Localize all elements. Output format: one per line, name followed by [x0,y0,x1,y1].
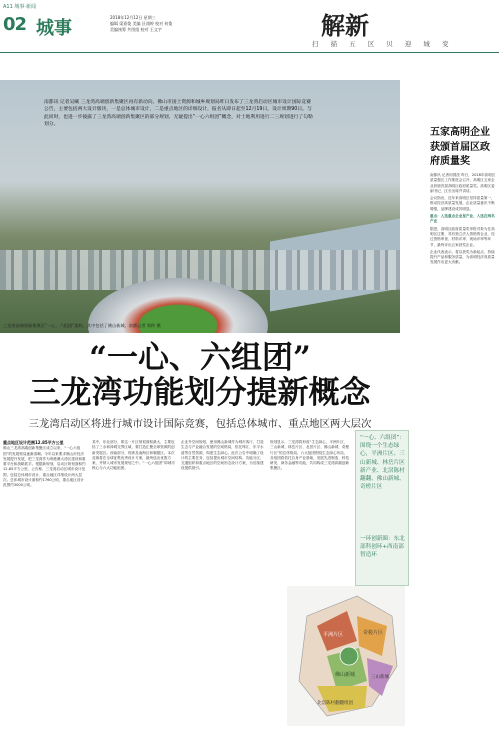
headline-line2: 三龙湾功能划分提新概念 [29,375,371,411]
sidebar-paragraph: 会议指出，近年来高明区坚持质量第一，推动经济高质量发展，企业质量意识不断增强，品牌建设成效明显。 [430,196,495,211]
column-text: 其中，东北部分，即这一片区规划面积最大，主要包括了三水和禅城交界区域，要打造汇聚全球资源的创新发展区。西南部分，则涉及南海区和顺德区。本次竞赛将在全球征集优秀设计方案，最终选出优胜方案，并纳入城市发展规划之中。“一心六组团”即城市核心与六大功能组团。 [92,440,175,471]
eco-green-heart [340,647,358,665]
map-label-east: 三山新城 [371,675,389,680]
subheadline: 三龙湾启动区将进行城市设计国际竞赛，包括总体城市、重点地区两大层次 [28,418,372,430]
map-label-north: 奇槎片区 [363,630,384,636]
map-label-south: 北滘陈村翻翻组团 [317,701,353,706]
article-column-4 [270,440,350,472]
map-label-center: 佛山新城 [335,672,356,678]
meta-date: 2018年12月12日 星期三 [110,15,156,20]
brand-logo: 解新 [321,11,369,40]
sidebar-paragraph: 企业代表表示，将以获奖为新起点，持续提升产品和服务质量，为高明经济高质量发展作出更大贡献。 [430,249,495,265]
photo-credit: 三龙湾高端创新集聚区“一心、六组团”架构，其中包括了佛山新城。南都记者 郑仲 摄 [3,323,161,328]
header-rule [0,52,499,53]
sidebar-article [430,173,496,268]
column-text: 佛山三龙湾高端创新集聚区成立以来，“一心六组团”的发展格局逐渐清晰。今年以来要求佛山市经济发展提升发展，把三龙湾作为粤港澳大湾区建设和重要平台和战略抓手。根据新规划，启动区规划面积约12.85平方公里，公告称，三龙湾启动区城市设计范围，包括总体城市设计、重点地区详细设计两大层次。总体城市设计面积约1760公顷，重点地区设计范围约3000公顷。 [3,446,86,488]
meta-design: 美编统筹 共图组 校对 王文宇 [110,27,162,32]
sidebar-subheading: 重点：入选重点企业星产业、人选在两名产业 [430,214,495,224]
headline [0,341,400,411]
zoning-map [287,586,405,726]
article-column-2 [92,440,176,472]
headline-line1: “一心、六组团” [89,340,311,376]
article-column-1 [3,440,87,489]
header-meta [110,15,230,33]
callout-innovation-ring: 一环创新圈：东北部科创环+西南部智造环 [360,536,405,559]
column-heading: 重点地区设计范围12.85平方公里 [3,440,64,445]
page-number: 02 [3,14,27,35]
callout-box [355,430,409,586]
meta-editors: 编辑 梁嘉俊 美编 区翊婷 校对 何俊 [110,21,173,26]
callout-six-groups: “一心、六组团”：围绕一个生态绿心，平洲片区、三山新城、林岳片区新产业、北滘陈村翻翻、佛山新城、奇槎片区 [360,435,405,491]
sidebar-paragraph: 南都讯 记者何国滢 昨日，2018年高明区质量强区工作推进会召开，高明区五家企业获颁首届高明区政府质量奖。高明区委副书记、区长出席并讲话。 [430,173,496,193]
sidebar-paragraph: 据悉，高明区政府质量奖申报对象为在高明区注册、具有独立法人资格的企业，经过资格审查、材料评审、现场评审等环节，最终评出五家获奖企业。 [430,226,495,247]
header-slogan: 扫 描 五 区 贝 迎 城 变 [312,40,454,48]
column-text: 企业外空间规划，使用佛山新城作为城市客厅，打造生态与产业融合发展的空间格局，依托珠江、东平水道等自然资源，构建生态绿心。此次公告中明确了设计的主要任务，包括提出城市空间结构、功能分区、交通组织和重点地区的空间形态设计方案，为后续建设提供指引。 [181,440,264,471]
article-column-3 [181,440,265,472]
section-title: 城事 [36,18,72,39]
photo-caption: 南都讯 记者吴曦 三龙湾高端创新集聚区再有新动向。佛山市国土资源和城乡规划局昨日发布了三龙湾启动区城市设计国际竞赛公告，主要包括两大设计版块，一是总体城市设计，二是重点地区的详细设计，报名从即日起至12月19日，设计周期90日。与此同时，也进一步披露了三龙湾高端创新集聚区的部分规划，无疑提出“一心六组团”概念，对土地利用进行二三规划进行了勾勒划分。 [44,100,313,128]
sidebar-title: 五家高明企业获颁首届区政府质量奖 [430,127,490,167]
map-label-west: 平洲片区 [323,632,344,638]
aerial-photo [0,80,400,333]
column-text: 规划显示，三龙湾将形成“生态绿心，平洲片区、三山新城、林岳片区、北滘片区、佛山新城、奇槎片区”的总体格局。六大组团围绕生态绿心布局，各组团将依托自身产业基础，发展先进制造、科技研发、商务金融等功能，共同构成三龙湾高端创新集聚区。 [270,440,350,471]
top-tag: A11 城事·新闻 [3,4,36,10]
